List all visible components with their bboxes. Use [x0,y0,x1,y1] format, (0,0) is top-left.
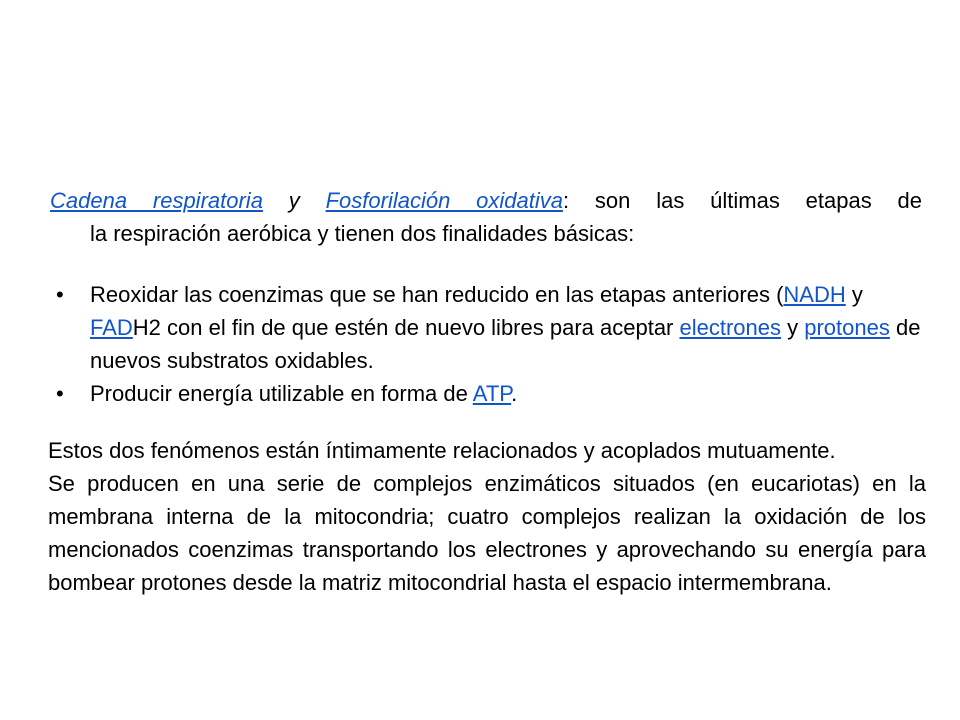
bullet-2-text-1: Producir energía utilizable en forma de [90,381,473,406]
electrones-link[interactable]: electrones [679,315,782,340]
body-paragraph-2: Se producen en una serie de complejos enzimáticos situados (en eucariotas) en la membrana interna de la mitocondria; cuatro complejos realizan la oxidación de los mencionados coenzimas transportando los electrones y aprovechando su energía para bombear protones desde la matriz mitocondrial hasta el espacio intermembrana. [48,471,926,595]
fosforilacion-oxidativa-link[interactable]: Fosforilación oxidativa [325,188,563,213]
intro-section [50,184,922,410]
intro-paragraph [50,184,922,250]
protones-link[interactable]: protones [804,315,890,340]
bullet-list [50,278,922,410]
bullet-1-connector-2: y [781,315,805,340]
bullet-1-connector-1: y [845,282,863,307]
intro-first-line [50,184,922,217]
body-section [48,434,926,599]
bullet-1-text-3: de nuevos substratos oxidables. [90,315,921,373]
intro-text-2: la respiración aeróbica y tienen dos finalidades básicas: [90,221,635,246]
fad-link[interactable]: FAD [90,315,133,340]
intro-text-1: : son las últimas etapas de [562,188,922,213]
bullet-dot-icon: • [56,282,64,307]
bullet-2-text-2: . [511,381,518,406]
body-paragraph-1: Estos dos fenómenos están íntimamente relacionados y acoplados mutuamente. [48,438,836,463]
bullet-item-producir [50,377,922,410]
intro-connector: y [262,188,326,213]
cadena-respiratoria-link[interactable]: Cadena respiratoria [50,188,263,213]
bullet-1-text-2: H2 con el fin de que estén de nuevo libres para aceptar [132,315,680,340]
nadh-link[interactable]: NADH [783,282,846,307]
bullet-dot-icon: • [56,381,64,406]
bullet-1-text-1: Reoxidar las coenzimas que se han reducido en las etapas anteriores ( [90,282,784,307]
atp-link[interactable]: ATP [472,381,512,406]
bullet-item-reoxidar [50,278,922,377]
